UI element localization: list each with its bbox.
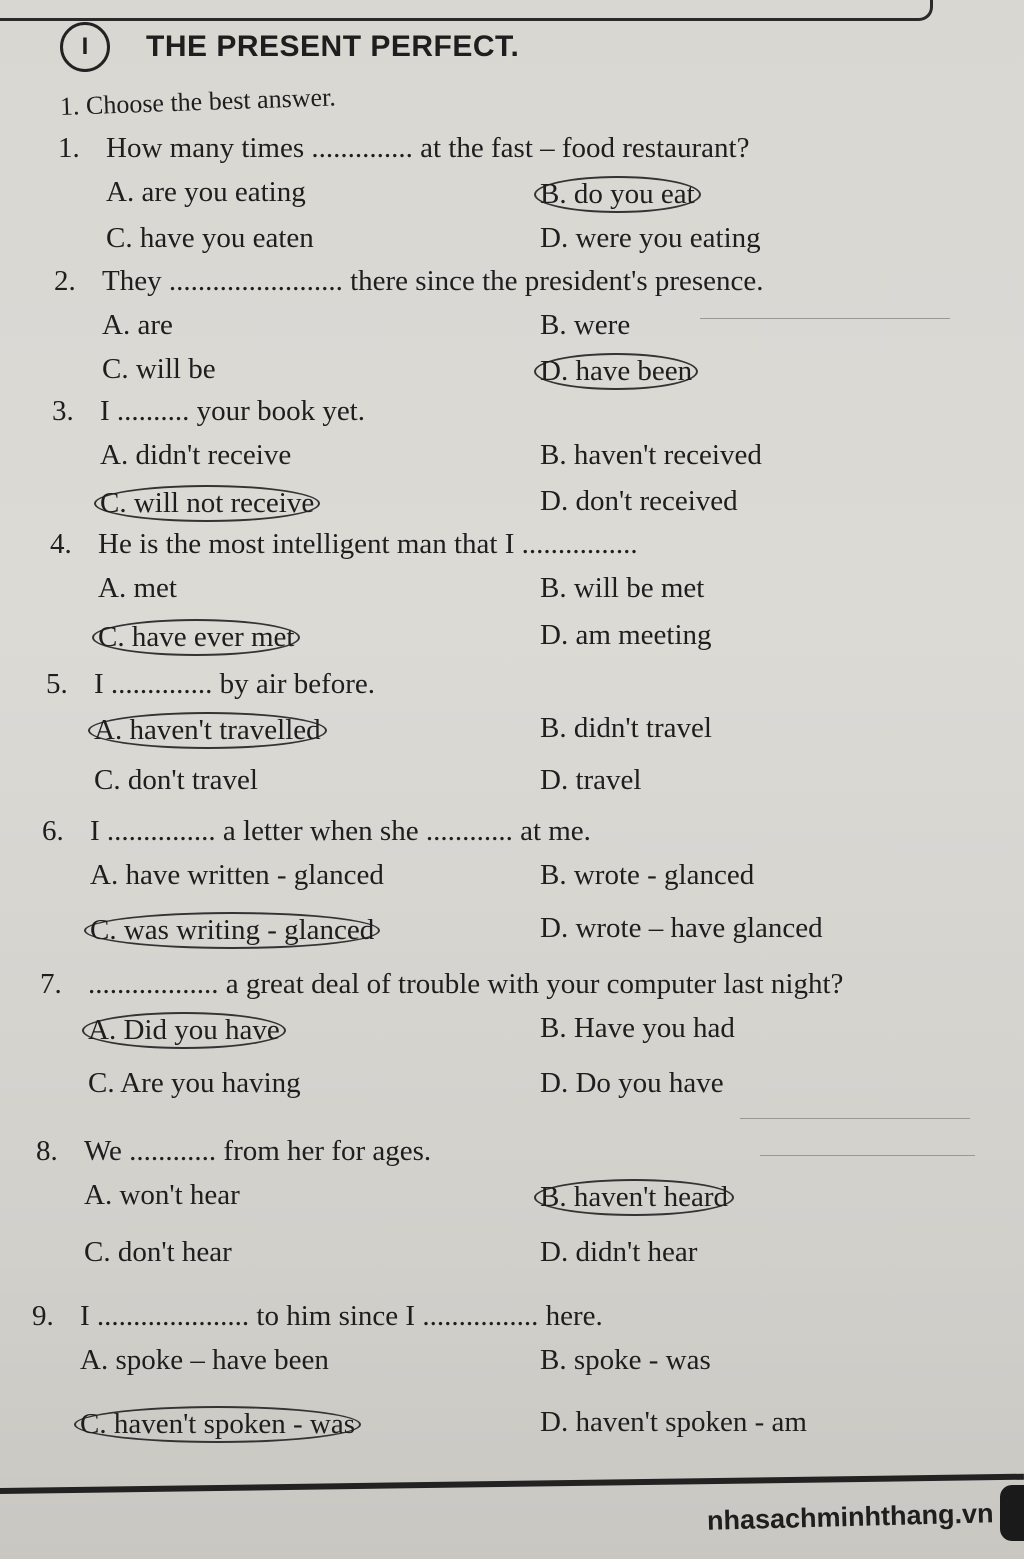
answer-option-text: C. will be: [102, 353, 216, 385]
answer-option-circled[interactable]: [540, 176, 701, 213]
answer-option-text: D. wrote – have glanced: [540, 912, 823, 944]
answer-option-text: C. Are you having: [88, 1067, 301, 1099]
question-stem: [32, 1300, 603, 1333]
page-edge-tab: [1000, 1485, 1024, 1541]
question-stem: [36, 1135, 431, 1168]
answer-option-text: A. met: [98, 572, 177, 604]
answer-option-text: B. haven't received: [540, 439, 762, 471]
answer-option-text: D. didn't hear: [540, 1236, 698, 1268]
bottom-border: [0, 1474, 1024, 1494]
section-title: THE PRESENT PERFECT.: [146, 30, 520, 63]
answer-option-text: D. Do you have: [540, 1067, 724, 1099]
answer-option-text: D. have been: [534, 353, 698, 390]
question-text: They ........................ there since the president's presence.: [102, 265, 764, 297]
answer-option[interactable]: [100, 439, 291, 472]
faint-divider: [700, 318, 950, 319]
question-stem: [42, 815, 591, 848]
answer-option[interactable]: [540, 572, 704, 605]
answer-option-text: A. are you eating: [106, 176, 306, 208]
answer-option[interactable]: [84, 1179, 240, 1212]
answer-option-text: D. haven't spoken - am: [540, 1406, 807, 1438]
question-number: 7.: [40, 968, 62, 1000]
question-number: 9.: [32, 1300, 54, 1332]
answer-option-text: A. are: [102, 309, 173, 341]
question-text: I .......... your book yet.: [100, 395, 365, 427]
question-number: 8.: [36, 1135, 58, 1167]
question-text: I ..................... to him since I ................ here.: [80, 1300, 603, 1332]
faint-divider: [740, 1118, 970, 1119]
answer-option-text: D. am meeting: [540, 619, 712, 651]
question-text: I ............... a letter when she ............ at me.: [90, 815, 591, 847]
website-label: nhasachminhthang.vn: [707, 1498, 995, 1536]
answer-option[interactable]: [106, 222, 314, 255]
answer-option-text: C. was writing - glanced: [84, 912, 380, 949]
answer-option-text: B. haven't heard: [534, 1179, 734, 1216]
answer-option-circled[interactable]: [88, 1012, 286, 1049]
answer-option[interactable]: [540, 1236, 697, 1269]
answer-option[interactable]: [540, 485, 738, 518]
question-text: .................. a great deal of trouble with your computer last night?: [88, 968, 844, 1000]
answer-option-text: B. Have you had: [540, 1012, 735, 1044]
answer-option[interactable]: [540, 1067, 724, 1100]
question-text: How many times .............. at the fast – food restaurant?: [106, 132, 750, 164]
question-stem: [52, 395, 365, 428]
answer-option[interactable]: [540, 712, 712, 745]
answer-option[interactable]: [540, 1344, 711, 1377]
answer-option-circled[interactable]: [540, 353, 698, 390]
answer-option[interactable]: [84, 1236, 232, 1269]
answer-option-text: A. Did you have: [82, 1012, 286, 1049]
answer-option-circled[interactable]: [80, 1406, 361, 1443]
answer-option-text: C. have you eaten: [106, 222, 314, 254]
answer-option[interactable]: [102, 353, 216, 386]
answer-option[interactable]: [540, 439, 762, 472]
answer-option[interactable]: [88, 1067, 301, 1100]
question-stem: [58, 132, 749, 165]
question-text: We ............ from her for ages.: [84, 1135, 432, 1167]
answer-option[interactable]: [106, 176, 306, 209]
question-stem: [40, 968, 843, 1001]
question-stem: [54, 265, 764, 298]
answer-option-text: B. wrote - glanced: [540, 859, 755, 891]
answer-option-text: D. travel: [540, 764, 642, 796]
question-stem: [50, 528, 638, 561]
answer-option-text: C. haven't spoken - was: [74, 1406, 361, 1443]
answer-option-text: B. didn't travel: [540, 712, 712, 744]
faint-divider: [760, 1155, 975, 1156]
question-text: He is the most intelligent man that I ................: [98, 528, 638, 560]
answer-option-text: B. spoke - was: [540, 1344, 711, 1376]
question-number: 2.: [54, 265, 76, 297]
question-stem: [46, 668, 375, 701]
answer-option[interactable]: [540, 1012, 735, 1045]
question-number: 1.: [58, 132, 80, 164]
answer-option-text: C. have ever met: [92, 619, 300, 656]
answer-option[interactable]: [98, 572, 177, 605]
answer-option[interactable]: [540, 619, 712, 652]
answer-option-text: A. spoke – have been: [80, 1344, 329, 1376]
answer-option-text: A. didn't receive: [100, 439, 292, 471]
question-number: 6.: [42, 815, 64, 847]
answer-option[interactable]: [540, 309, 630, 342]
answer-option[interactable]: [94, 764, 258, 797]
answer-option-circled[interactable]: [540, 1179, 734, 1216]
answer-option-text: D. were you eating: [540, 222, 761, 254]
answer-option-text: A. haven't travelled: [88, 712, 327, 749]
answer-option[interactable]: [80, 1344, 329, 1377]
answer-option-text: B. were: [540, 309, 631, 341]
question-text: I .............. by air before.: [94, 668, 376, 700]
answer-option-text: C. don't hear: [84, 1236, 232, 1268]
top-border: [0, 0, 933, 21]
instruction-text: 1. Choose the best answer.: [59, 82, 337, 121]
answer-option[interactable]: [102, 309, 173, 342]
answer-option[interactable]: [540, 912, 823, 945]
answer-option-circled[interactable]: [100, 485, 320, 522]
answer-option-text: D. don't received: [540, 485, 738, 517]
answer-option-text: C. will not receive: [94, 485, 320, 522]
section-header: [60, 22, 519, 72]
question-number: 3.: [52, 395, 74, 427]
answer-option[interactable]: [540, 764, 641, 797]
answer-option[interactable]: [540, 1406, 807, 1439]
answer-option-circled[interactable]: [90, 912, 380, 949]
question-number: 5.: [46, 668, 68, 700]
answer-option[interactable]: [540, 859, 754, 892]
question-number: 4.: [50, 528, 72, 560]
answer-option-text: B. do you eat: [534, 176, 701, 213]
section-numeral: I: [60, 22, 110, 72]
answer-option-circled[interactable]: [98, 619, 300, 656]
answer-option-text: A. have written - glanced: [90, 859, 384, 891]
answer-option[interactable]: [90, 859, 384, 892]
answer-option-text: A. won't hear: [84, 1179, 240, 1211]
answer-option[interactable]: [540, 222, 761, 255]
answer-option-circled[interactable]: [94, 712, 327, 749]
answer-option-text: B. will be met: [540, 572, 705, 604]
answer-option-text: C. don't travel: [94, 764, 258, 796]
